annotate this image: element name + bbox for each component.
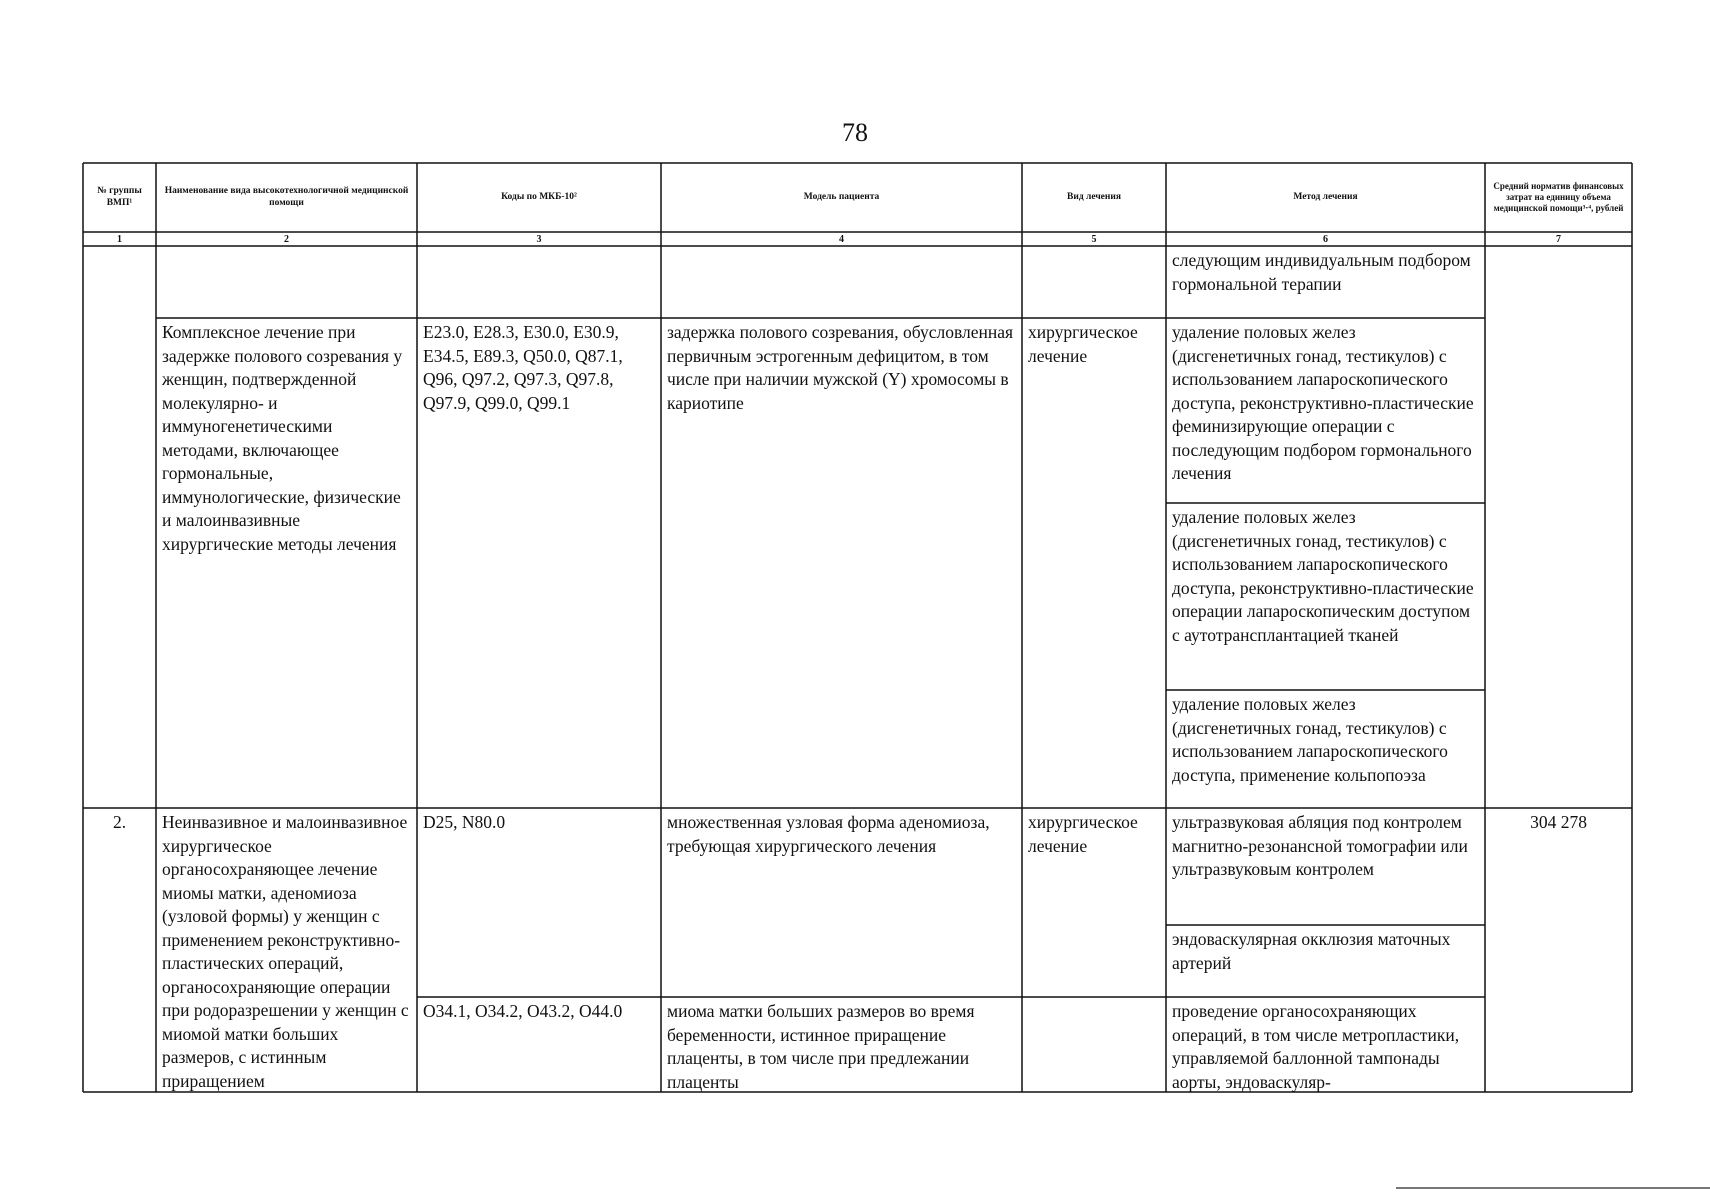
patient-model: множественная узловая форма аденомиоза, требующая хирургического лечения	[667, 812, 990, 856]
icd-codes: D25, N80.0	[423, 812, 506, 832]
header-group-number: № группы ВМП¹	[97, 186, 142, 208]
method-item: удаление половых желез (дисгенетичных гонад, тестикулов) с использованием лапароскопического доступа, реконструктивно-пластические операции лапароскопическим доступом с аутотрансплантацией тканей	[1172, 507, 1474, 645]
header-method: Метод лечения	[1293, 191, 1358, 202]
page-number: 78	[842, 118, 868, 147]
treatment-name: Комплексное лечение при задержке полового созревания у женщин, подтвержденной молекулярно- и иммуногенетическими методами, включающее гормональные, иммунологические, физические и малоинвазивные хирургические методы лечения	[162, 322, 403, 554]
scan-edge-line	[1396, 1187, 1710, 1189]
column-number: 7	[1556, 234, 1561, 245]
group-number: 2.	[112, 812, 127, 832]
header-name: Наименование вида высокотехнологичной медицинской помощи	[164, 186, 409, 208]
column-number: 5	[1091, 234, 1097, 245]
method-continuation: следующим индивидуальным подбором гормональной терапии	[1172, 250, 1471, 294]
average-cost: 304 278	[1530, 812, 1587, 832]
method-item: эндоваскулярная окклюзия маточных артерий	[1172, 929, 1451, 973]
icd-codes: O34.1, O34.2, O43.2, O44.0	[423, 1001, 623, 1021]
treatment-type: хирургическое лечение	[1028, 812, 1138, 856]
treatment-type: хирургическое лечение	[1028, 322, 1138, 366]
method-item: проведение органосохраняющих операций, в том числе метропластики, управляемой баллонной тампонады аорты, эндоваскуляр-	[1172, 1001, 1460, 1092]
header-cost: Средний норматив финансовых затрат на единицу объема медицинской помощи³·⁴, рублей	[1493, 181, 1624, 213]
column-number: 4	[839, 234, 844, 245]
column-number: 2	[284, 234, 289, 245]
treatment-name: Неинвазивное и малоинвазивное хирургическое органосохраняющее лечение миомы матки, аденомиоза (узловой формы) у женщин с применением реконструктивно-пластических операций, органосохраняющие операции при родоразрешении у женщин с миомой матки больших размеров, с истинным приращением	[162, 812, 409, 1091]
patient-model: миома матки больших размеров во время беременности, истинное приращение плаценты, в том числе при предлежании плаценты	[667, 1001, 975, 1092]
patient-model: задержка полового созревания, обусловленная первичным эстрогенным дефицитом, в том числе при наличии мужской (Y) хромосомы в кариотипе	[667, 322, 1014, 413]
method-item: ультразвуковая абляция под контролем магнитно-резонансной томографии или ультразвуковым контролем	[1172, 812, 1468, 879]
header-treatment-type: Вид лечения	[1067, 191, 1121, 202]
column-number: 6	[1323, 234, 1328, 245]
icd-codes: E23.0, E28.3, E30.0, E30.9, E34.5, E89.3, Q50.0, Q87.1, Q96, Q97.2, Q97.3, Q97.8, Q97.9, Q99.0, Q99.1	[423, 322, 623, 413]
method-item: удаление половых желез (дисгенетичных гонад, тестикулов) с использованием лапароскопического доступа, применение кольпопоэза	[1172, 694, 1448, 785]
column-number: 3	[536, 234, 542, 245]
header-patient-model: Модель пациента	[803, 191, 880, 202]
method-item: удаление половых желез (дисгенетичных гонад, тестикулов) с использованием лапароскопического доступа, реконструктивно-пластические феминизирующие операции с последующим подбором гормонального лечения	[1172, 322, 1474, 483]
header-codes: Коды по МКБ-10²	[501, 191, 577, 202]
column-number: 1	[117, 234, 122, 245]
